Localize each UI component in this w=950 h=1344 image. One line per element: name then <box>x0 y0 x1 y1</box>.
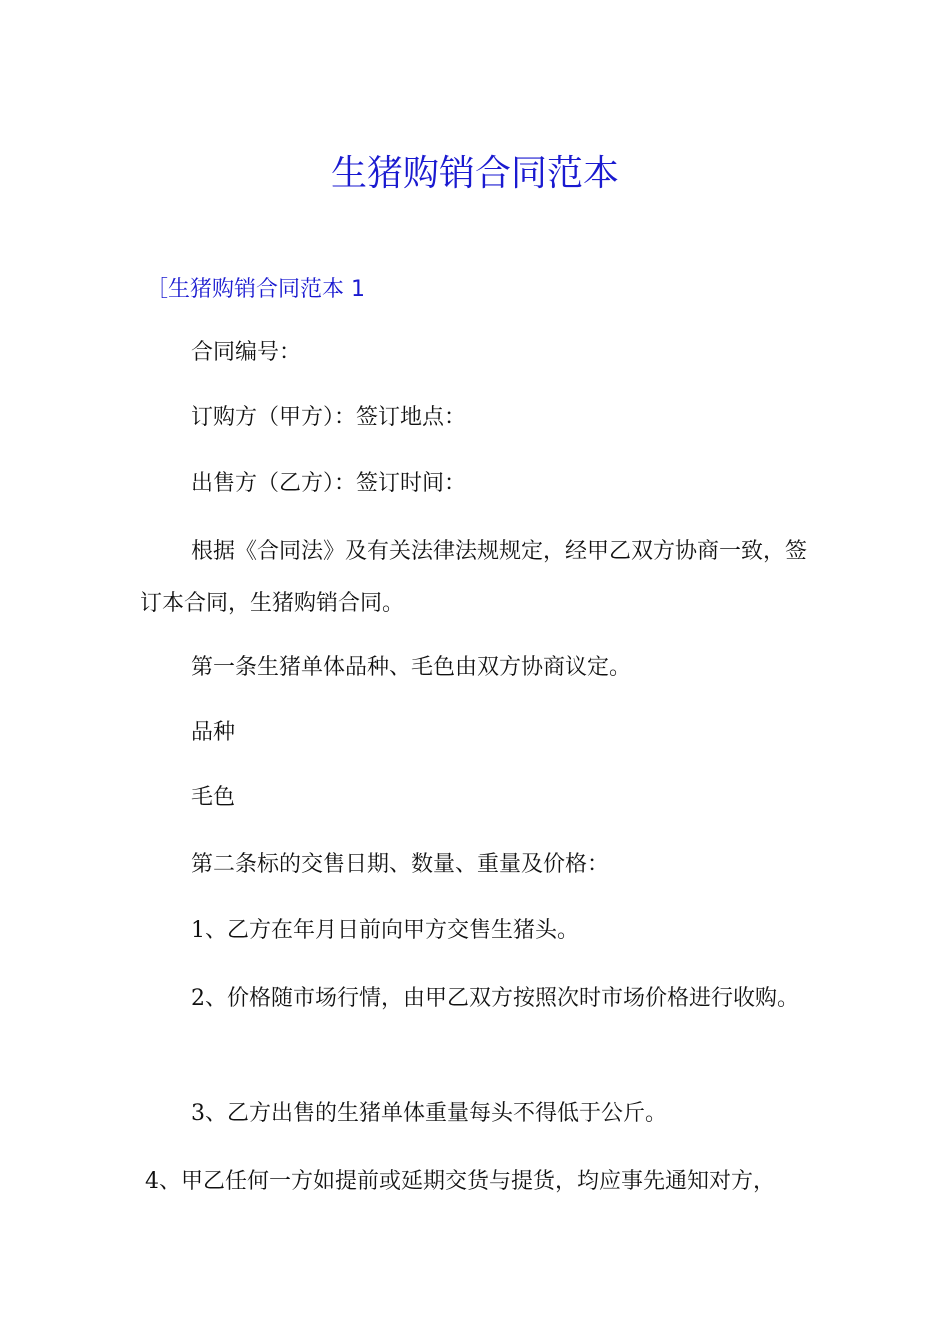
paragraph-breed: 品种 <box>191 720 236 745</box>
document-title: 生猪购销合同范本 <box>330 153 619 194</box>
paragraph-preamble: 根据《合同法》及有关法律法规规定，经甲乙双方协商一致，签订本合同，生猪购销合同。 <box>140 539 808 616</box>
section-heading: ［生猪购销合同范本 1 <box>146 277 365 302</box>
paragraph-article-1: 第一条生猪单体品种、毛色由双方协商议定。 <box>191 655 632 680</box>
paragraph-contract-number: 合同编号： <box>191 340 302 365</box>
paragraph-buyer: 订购方（甲方）：签订地点： <box>191 405 467 430</box>
paragraph-item-3: 3、乙方出售的生猪单体重量每头不得低于公斤。 <box>191 1101 667 1126</box>
paragraph-item-2: 2、价格随市场行情，由甲乙双方按照次时市场价格进行收购。 <box>191 986 799 1011</box>
paragraph-item-4: 4、甲乙任何一方如提前或延期交货与提货，均应事先通知对方， <box>145 1169 775 1194</box>
paragraph-seller: 出售方（乙方）：签订时间： <box>191 471 467 496</box>
paragraph-article-2: 第二条标的交售日期、数量、重量及价格： <box>191 852 610 877</box>
paragraph-item-1: 1、乙方在年月日前向甲方交售生猪头。 <box>191 918 579 943</box>
paragraph-coat-color: 毛色 <box>191 785 236 810</box>
